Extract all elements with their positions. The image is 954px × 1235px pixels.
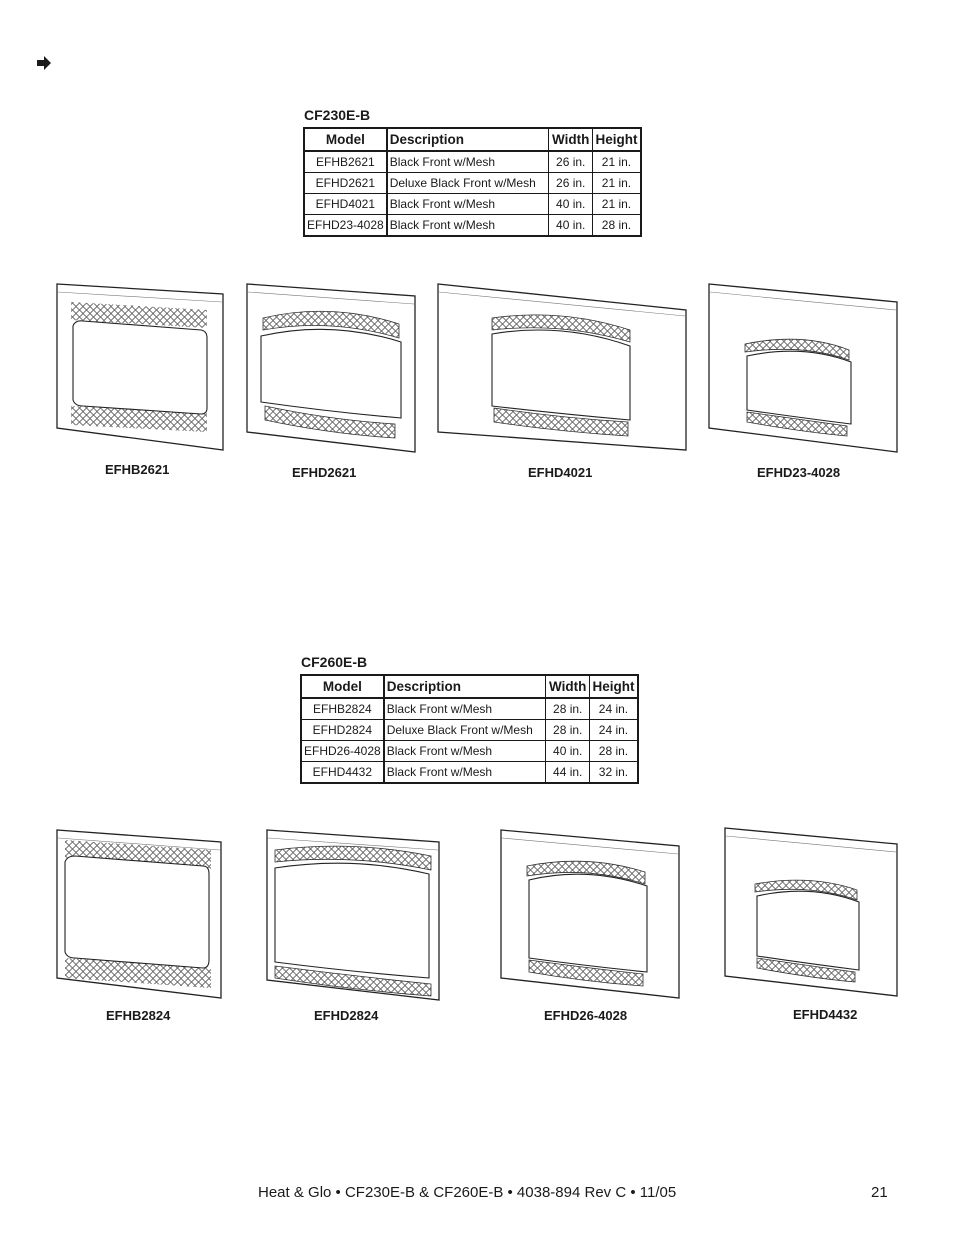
column-header: Height xyxy=(590,675,638,698)
column-header: Model xyxy=(304,128,387,151)
cell-width: 40 in. xyxy=(546,741,590,762)
fireplace-front-image xyxy=(436,282,688,452)
cell-description: Black Front w/Mesh xyxy=(387,151,549,173)
cell-model: EFHD2621 xyxy=(304,173,387,194)
table-row xyxy=(301,720,638,741)
cf260e-b-table-block xyxy=(300,654,639,784)
image-caption: EFHD26-4028 xyxy=(544,1008,628,1023)
cell-model: EFHD26-4028 xyxy=(301,741,384,762)
fireplace-front-image xyxy=(723,826,899,998)
cell-height: 21 in. xyxy=(593,151,641,173)
cell-description: Black Front w/Mesh xyxy=(384,698,546,720)
table-row xyxy=(301,762,638,784)
cell-height: 24 in. xyxy=(590,698,638,720)
table-title: CF260E-B xyxy=(301,654,368,670)
image-caption: EFHD23-4028 xyxy=(757,465,841,480)
cell-width: 26 in. xyxy=(549,173,593,194)
cell-description: Black Front w/Mesh xyxy=(387,194,549,215)
table-row xyxy=(304,151,641,173)
arrow-right-icon xyxy=(36,54,52,72)
footer-text: Heat & Glo • CF230E-B & CF260E-B • 4038-894 Rev C • 11/05 xyxy=(258,1184,677,1201)
fireplace-front-image xyxy=(707,282,899,454)
column-header: Height xyxy=(593,128,641,151)
cell-model: EFHB2621 xyxy=(304,151,387,173)
cell-height: 21 in. xyxy=(593,173,641,194)
cell-model: EFHD2824 xyxy=(301,720,384,741)
image-caption: EFHD4021 xyxy=(528,465,593,480)
cell-height: 32 in. xyxy=(590,762,638,784)
column-header: Model xyxy=(301,675,384,698)
image-caption: EFHB2621 xyxy=(105,462,170,477)
table-title: CF230E-B xyxy=(304,107,371,123)
table-row xyxy=(304,215,641,237)
cell-height: 24 in. xyxy=(590,720,638,741)
table-header-row xyxy=(301,675,638,698)
image-caption: EFHD4432 xyxy=(793,1007,858,1022)
table-row xyxy=(301,698,638,720)
column-header: Description xyxy=(387,128,549,151)
image-caption: EFHD2621 xyxy=(292,465,357,480)
image-caption: EFHD2824 xyxy=(314,1008,379,1023)
cell-width: 26 in. xyxy=(549,151,593,173)
cell-height: 28 in. xyxy=(593,215,641,237)
cell-description: Black Front w/Mesh xyxy=(384,741,546,762)
table-row xyxy=(304,194,641,215)
cell-description: Black Front w/Mesh xyxy=(387,215,549,237)
cell-description: Black Front w/Mesh xyxy=(384,762,546,784)
cell-height: 28 in. xyxy=(590,741,638,762)
fireplace-front-image xyxy=(55,828,223,1000)
page-number: 21 xyxy=(871,1184,888,1201)
cell-description: Deluxe Black Front w/Mesh xyxy=(384,720,546,741)
column-header: Width xyxy=(546,675,590,698)
cell-width: 28 in. xyxy=(546,720,590,741)
cell-width: 44 in. xyxy=(546,762,590,784)
spec-table-cf260e-b xyxy=(300,674,639,784)
cell-height: 21 in. xyxy=(593,194,641,215)
fireplace-front-image xyxy=(55,282,225,452)
table-row xyxy=(301,741,638,762)
cell-description: Deluxe Black Front w/Mesh xyxy=(387,173,549,194)
cell-width: 40 in. xyxy=(549,215,593,237)
cell-model: EFHD23-4028 xyxy=(304,215,387,237)
cell-width: 28 in. xyxy=(546,698,590,720)
fireplace-front-image xyxy=(499,828,681,1000)
table-row xyxy=(304,173,641,194)
cell-width: 40 in. xyxy=(549,194,593,215)
image-caption: EFHB2824 xyxy=(106,1008,171,1023)
cf230e-b-table-block xyxy=(303,107,642,237)
cell-model: EFHB2824 xyxy=(301,698,384,720)
column-header: Description xyxy=(384,675,546,698)
table-header-row xyxy=(304,128,641,151)
fireplace-front-image xyxy=(265,828,441,1002)
cell-model: EFHD4021 xyxy=(304,194,387,215)
fireplace-front-image xyxy=(245,282,417,454)
cell-model: EFHD4432 xyxy=(301,762,384,784)
spec-table-cf230e-b xyxy=(303,127,642,237)
column-header: Width xyxy=(549,128,593,151)
